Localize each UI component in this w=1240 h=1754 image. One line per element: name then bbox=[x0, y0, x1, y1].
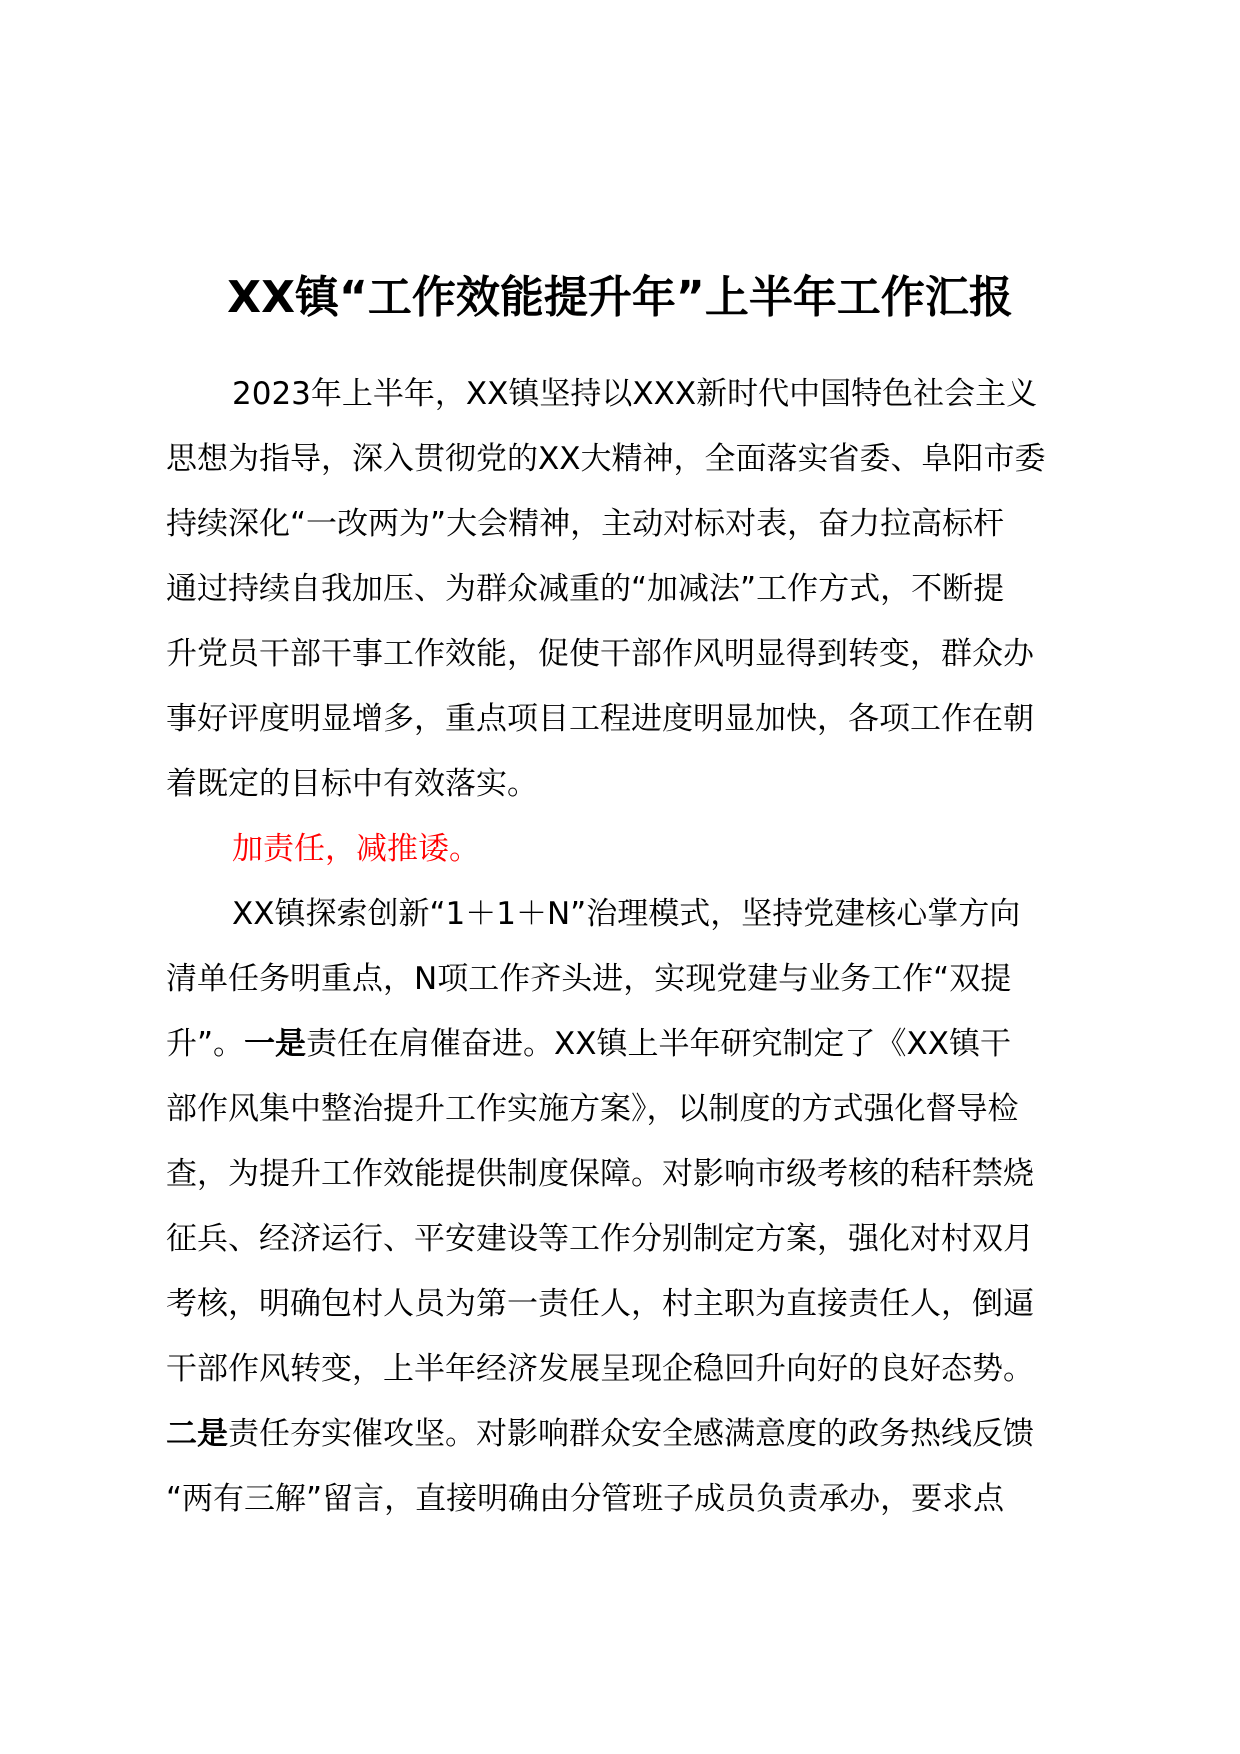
section-heading: 加责任，减推诿。 bbox=[232, 831, 480, 867]
bold-marker: 一是 bbox=[244, 1026, 307, 1062]
body-line bbox=[166, 1077, 1106, 1142]
body-text-segment: 着既定的目标中有效落实。 bbox=[166, 766, 538, 802]
body-line bbox=[166, 1207, 1106, 1272]
body-text-segment: “两有三解”留言，直接明确由分管班子成员负责承办，要求点 bbox=[166, 1481, 1005, 1517]
body-line bbox=[166, 1467, 1106, 1532]
body-text-segment: 部作风集中整治提升工作实施方案》，以制度的方式强化督导检 bbox=[166, 1091, 1019, 1127]
body-line bbox=[166, 1272, 1106, 1337]
body-text-segment: 干部作风转变，上半年经济发展呈现企稳回升向好的良好态势。 bbox=[166, 1351, 1034, 1387]
body-line bbox=[166, 817, 1106, 882]
body-line bbox=[166, 752, 1106, 817]
body-line bbox=[166, 492, 1106, 557]
body-line bbox=[166, 947, 1106, 1012]
body-text-segment: 考核，明确包村人员为第一责任人，村主职为直接责任人，倒逼 bbox=[166, 1286, 1034, 1322]
body-text-segment: 查，为提升工作效能提供制度保障。对影响市级考核的秸秆禁烧 bbox=[166, 1156, 1034, 1192]
body-text-segment: 通过持续自我加压、为群众减重的“加减法”工作方式，不断提 bbox=[166, 571, 1005, 607]
body-text-segment: 责任在肩催奋进。XX镇上半年研究制定了《XX镇干 bbox=[306, 1026, 1012, 1062]
body-line bbox=[166, 1142, 1106, 1207]
body-text-segment: 升党员干部干事工作效能，促使干部作风明显得到转变，群众办 bbox=[166, 636, 1034, 672]
body-line bbox=[166, 1402, 1106, 1467]
body-text-segment: XX镇探索创新“1＋1＋N”治理模式，坚持党建核心掌方向 bbox=[232, 896, 1021, 932]
body-text-segment: 升”。 bbox=[166, 1026, 245, 1062]
body-line bbox=[166, 362, 1106, 427]
body-line bbox=[166, 557, 1106, 622]
body-text-segment: 事好评度明显增多，重点项目工程进度明显加快，各项工作在朝 bbox=[166, 701, 1034, 737]
body-line bbox=[166, 427, 1106, 492]
body-line bbox=[166, 1012, 1106, 1077]
body-line bbox=[166, 622, 1106, 687]
body-text-segment: 持续深化“一改两为”大会精神，主动对标对表，奋力拉高标杆 bbox=[166, 506, 1005, 542]
document-body bbox=[166, 362, 1106, 1532]
body-text-segment: 责任夯实催攻坚。对影响群众安全感满意度的政务热线反馈 bbox=[228, 1416, 1034, 1452]
bold-marker: 二是 bbox=[166, 1416, 228, 1452]
document-title: XX镇“工作效能提升年”上半年工作汇报 bbox=[227, 272, 1013, 323]
body-line bbox=[166, 1337, 1106, 1402]
body-line bbox=[166, 882, 1106, 947]
body-line bbox=[166, 687, 1106, 752]
body-text-segment: 清单任务明重点，N项工作齐头进，实现党建与业务工作“双提 bbox=[166, 961, 1012, 997]
body-text-segment: 思想为指导，深入贯彻党的XX大精神，全面落实省委、阜阳市委 bbox=[166, 441, 1046, 477]
body-text-segment: 征兵、经济运行、平安建设等工作分别制定方案，强化对村双月 bbox=[166, 1221, 1034, 1257]
body-text-segment: 2023年上半年，XX镇坚持以XXX新时代中国特色社会主义 bbox=[232, 376, 1038, 412]
